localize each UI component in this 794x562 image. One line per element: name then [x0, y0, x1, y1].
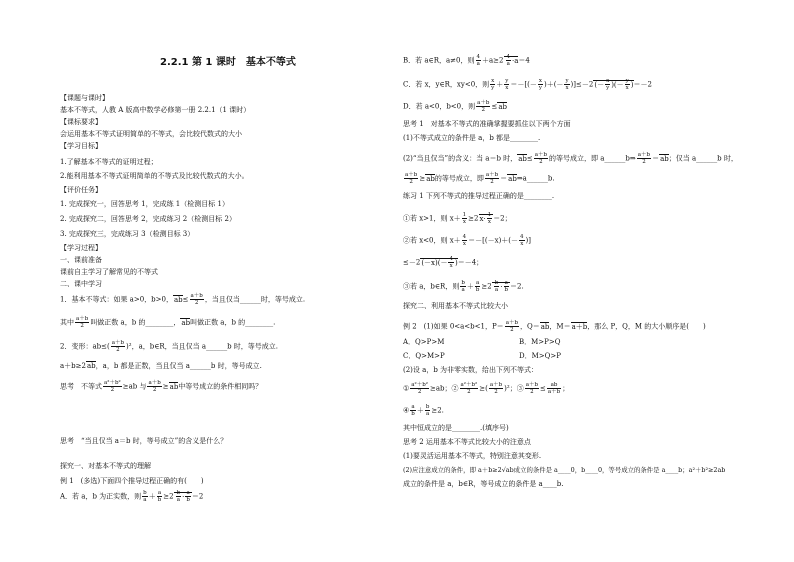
fraction-a2-plus-b2-over-2: $\frac{\text{a²＋b²}}{2}$ — [104, 380, 121, 393]
fraction-4-over-x: $\frac{4}{x}$ — [462, 234, 467, 247]
statement-text-e: ≤ — [540, 384, 546, 393]
option-c-text-d: ＝－2 — [633, 80, 652, 89]
think-text-b: ≥ab 与 — [122, 382, 147, 391]
fraction-a-plus-b-over-2: $\frac{a+b}{2}$ — [148, 380, 161, 393]
sqrt-ab: ab — [660, 154, 669, 163]
statement-1-mark: ① — [403, 384, 410, 393]
practice-1-item-2: ②若 x<0，则 x＋ $\frac{4}{x}$ ＝－[(－x)＋(－ $\frac{4}{x}$ )] — [403, 234, 532, 247]
think-1-point-2: (2)“当且仅当”的含义：当 a＝b 时，ab≤ $\frac{a+b}{2}$ 的等号成立，即 a______b⇒ $\frac{a+b}{2}$ ＝ab；仅当 a______b 时， — [403, 152, 738, 165]
task-item-1: 1. 完成探究一，回答思考 1，完成练 1（检测目标 1） — [60, 200, 229, 208]
practice-1-text-2b: ＝－ — [468, 236, 483, 245]
think-2-point-1: (1)要灵活运用基本不等式，特别注意其变形. — [403, 452, 542, 460]
example-2-statements: ① $\frac{\text{a²＋b²}}{2}$ ≥ab；② $\frac{\text{a²＋b²}}{2}$ ≥( $\frac{a+b}{2}$ )²；③ $\frac{a+b}{2}$ ≤ $\frac{ab}{a+b}$ ； — [403, 382, 570, 395]
fraction-4-over-x: $\frac{4}{x}$ — [520, 234, 524, 247]
practice-1-item-2-cont — [403, 256, 483, 269]
fraction-a-plus-b-over-2: $\frac{a+b}{2}$ — [477, 100, 490, 113]
fraction-1-over-x: $\frac{1}{x}$ — [462, 212, 467, 225]
option-b-text-a: B．若 a∈R，a≠0，则 — [403, 56, 475, 65]
requirement-text: 会运用基本不等式证明简单的不等式，会比较代数式的大小 — [60, 130, 242, 138]
think-1-text-d: ≥ — [419, 174, 426, 183]
example-2-text-b: ，Q＝ — [520, 322, 540, 331]
sqrt-expression: (－ $\frac{x}{y}$ )(－ $\frac{y}{x}$ ) — [594, 78, 634, 91]
fraction-a2-plus-b2-over-2: $\frac{\text{a²＋b²}}{2}$ — [460, 382, 478, 395]
statement-text-c: ≥ — [479, 384, 486, 393]
option-c-text-a: C．若 x，y∈R，xy<0，则 — [403, 80, 490, 89]
example-1-option-a: A．若 a，b 为正实数，则 $\frac{b}{a}$ ＋ $\frac{a}{b}$ ≥2 $\frac{b}{a}$ · $\frac{a}{b}$ ＝2 — [60, 490, 204, 503]
fraction-b-over-a: $\frac{b}{a}$ — [425, 404, 430, 417]
think-1-text-f: ⇒a______b. — [516, 174, 555, 183]
sqrt-ab: ab — [426, 174, 435, 183]
practice-1-text-2: ②若 x<0，则 x＋ — [403, 236, 461, 245]
class-header: 二、课中学习 — [60, 280, 102, 288]
fraction-4-over-a: $\frac{4}{a}$ — [506, 54, 510, 67]
item-2-line: 2．变形：ab≤( $\frac{a+b}{2}$ )²，a，b∈R，当且仅当 a______b 时，等号成立. — [60, 340, 279, 353]
sqrt-product: $\frac{b}{a}$ · $\frac{a}{b}$ — [174, 492, 192, 501]
example-2-option-b: B．M>P>Q — [519, 338, 561, 346]
item-2-text-b: ，a，b∈R，当且仅当 a______b 时，等号成立. — [131, 342, 279, 351]
think-text-c: 中等号成立的条件相同吗？ — [178, 382, 263, 391]
example-2-option-c: C．Q>M>P — [403, 352, 445, 360]
fraction-a-plus-b-over-2: $\frac{a+b}{2}$ — [489, 382, 503, 395]
item-1-line: 1．基本不等式：如果 a>0，b>0，ab≤ $\frac{a+b}{2}$ ，当且仅当______时，等号成立. — [60, 293, 306, 306]
fraction-4-over-x: $\frac{4}{x}$ — [449, 256, 453, 269]
prep-text: 课前自主学习了解常见的不等式 — [60, 268, 158, 276]
fraction-a-plus-b-over-2: $\frac{a+b}{2}$ — [505, 320, 518, 333]
fraction-a-plus-b-over-2: $\frac{a+b}{2}$ — [76, 316, 89, 329]
practice-1-text-3: ≤－2 — [403, 258, 421, 267]
example-2-text-a: 例 2 (1)如果 0<a<b<1，P＝ — [403, 322, 504, 331]
task-item-2: 2. 完成探究二，回答思考 2，完成练习 2（检测目标 2） — [60, 215, 236, 223]
think-1-point-1: (1)不等式成立的条件是 a，b 都是________. — [403, 134, 541, 142]
practice-1-header: 练习 1 下列不等式的推导过程正确的是________. — [403, 192, 555, 200]
sqrt-a-plus-b: a＋b — [571, 322, 588, 331]
example-2-option-d: D．M>Q>P — [519, 352, 561, 360]
practice-1-text-4c: ≥2 — [481, 282, 492, 291]
sqrt-ab: ab — [518, 154, 527, 163]
think-1-text-a: (2)“当且仅当”的含义：当 a＝b 时， — [403, 154, 518, 163]
think-text-a: 思考 不等式 — [60, 382, 102, 391]
think-1-text-b: 的等号成立，即 a______b⇒ — [549, 154, 636, 163]
option-a-text-3: ＝2 — [191, 492, 204, 501]
fraction-a-over-b: $\frac{a}{b}$ — [504, 280, 509, 293]
sqrt-ab: ab — [181, 318, 191, 327]
sqrt-ab: ab — [508, 174, 517, 183]
goal-item-2: 2.能利用基本不等式证明简单的不等式及比较代数式的大小。 — [60, 172, 249, 180]
fraction-ab-over-a-plus-b: $\frac{ab}{a+b}$ — [547, 382, 561, 395]
item-2-text-a: 2．变形：ab≤ — [60, 342, 107, 351]
practice-1-text-4b: ＋ — [466, 282, 474, 291]
fraction-a-plus-b-over-2: $\frac{a+b}{2}$ — [405, 172, 418, 185]
fraction-a-over-b: $\frac{a}{b}$ — [186, 490, 190, 503]
example-1: 例 1 (多选)下面四个推导过程正确的有( ) — [60, 477, 204, 485]
fraction-x-over-y: $\frac{x}{y}$ — [606, 78, 610, 91]
fraction-a-over-b: $\frac{a}{b}$ — [475, 280, 480, 293]
item-1-text-a: 1．基本不等式：如果 a>0，b>0， — [60, 295, 173, 304]
course-text: 基本不等式，人教 A 版高中数学必修第一册 2.2.1（1 课时） — [60, 106, 251, 114]
process-header: 【学习过程】 — [60, 244, 102, 252]
think-2: 思考 “当且仅当 a＝b 时，等号成立”的含义是什么？ — [60, 437, 228, 445]
example-2-part-1 — [403, 320, 706, 333]
fraction-4-over-a: $\frac{4}{a}$ — [476, 54, 480, 67]
practice-1-text-1b: ≥2 — [468, 214, 479, 223]
think-2-header: 思考 2 运用基本不等式比较大小的注意点 — [403, 438, 531, 446]
fraction-y-over-x: $\frac{y}{x}$ — [565, 78, 569, 91]
fraction-y-over-x: $\frac{y}{x}$ — [505, 78, 509, 91]
document-title: 2.2.1 第 1 课时 基本不等式 — [160, 57, 296, 68]
fraction-a-plus-b-over-2: $\frac{a+b}{2}$ — [485, 172, 499, 185]
think-1-header: 思考 1 对基本不等式的准确掌握要抓住以下两个方面 — [403, 120, 571, 128]
explore-1-header: 探究一、对基本不等式的理解 — [60, 462, 151, 470]
sqrt-expression: $\frac{4}{a}$ ·a — [504, 56, 519, 65]
practice-1-item-1 — [403, 212, 512, 225]
think-1-text-e: 的等号成立，即 — [434, 174, 484, 183]
item-1-names-line — [60, 316, 275, 329]
option-d-text-b: ≤ — [491, 102, 498, 111]
option-b-text-c: ＝4 — [518, 56, 530, 65]
example-2-text-c: ，M＝ — [549, 322, 571, 331]
task-header: 【评价任务】 — [60, 186, 102, 194]
fraction-b-over-a: $\frac{b}{a}$ — [494, 280, 499, 293]
think-2-point-3: 成立的条件是 a，b∈R，等号成立的条件是 a____b. — [403, 480, 564, 488]
option-a-text-2: ≥2 — [163, 492, 174, 501]
sqrt-ab: ab — [540, 322, 550, 331]
prep-header: 一、课前准备 — [60, 256, 102, 264]
example-2-part-2: (2)设 a，b 为非零实数，给出下列不等式： — [403, 366, 539, 374]
think-1-text-c: ；仅当 a______b 时， — [668, 154, 738, 163]
practice-1-text-3b: ＝－4； — [457, 258, 484, 267]
option-c-text-c: ≤－2 — [576, 80, 594, 89]
option-d — [403, 100, 507, 113]
option-b-text-b: ＋a≥2 — [482, 56, 504, 65]
item-1-text-e: 叫做正数 a，b 的________. — [190, 318, 276, 327]
sqrt-expression: $\frac{b}{a}$ · $\frac{a}{b}$ — [492, 282, 510, 291]
requirement-header: 【课标要求】 — [60, 118, 102, 126]
sqrt-expression: (－x)(－ $\frac{4}{x}$ ) — [421, 256, 458, 269]
example-2-statement-4 — [403, 404, 444, 417]
statement-4-mark: ④ — [403, 406, 410, 415]
fraction-y-over-x: $\frac{y}{x}$ — [625, 78, 629, 91]
fraction-b-over-a: $\frac{b}{a}$ — [176, 490, 181, 503]
task-item-3: 3. 完成探究三，完成练习 3（检测目标 3） — [60, 230, 195, 238]
fraction-1-over-x: $\frac{1}{x}$ — [487, 212, 492, 225]
fraction-a-plus-b-over-2: $\frac{a+b}{2}$ — [190, 293, 203, 306]
item-2b-line — [60, 362, 262, 371]
goal-header: 【学习目标】 — [60, 142, 102, 150]
fraction-a-plus-b-over-2: $\frac{a+b}{2}$ — [111, 340, 125, 353]
example-2-answer-prompt: 其中恒成立的是________.(填序号) — [403, 424, 509, 432]
fraction-a-plus-b-over-2: $\frac{a+b}{2}$ — [637, 152, 651, 165]
fraction-a-plus-b-over-2: $\frac{a+b}{2}$ — [534, 152, 548, 165]
statement-4-text-b: ＋ — [416, 406, 424, 415]
explore-2-header: 探究二、利用基本不等式比较大小 — [403, 302, 508, 310]
item-2-text-d: ，a，b 都是正数，当且仅当 a______b 时，等号成立. — [95, 362, 262, 370]
practice-1-item-3 — [403, 280, 524, 293]
item-1-text-c: 其中 — [60, 318, 74, 327]
practice-1-text-1: ①若 x>1，则 x＋ — [403, 214, 461, 223]
sqrt-ab: ab — [169, 382, 179, 391]
fraction-b-over-a: $\frac{b}{a}$ — [143, 490, 147, 503]
fraction-b-over-a: $\frac{b}{a}$ — [461, 280, 465, 293]
fraction-a-over-b: $\frac{a}{b}$ — [411, 404, 415, 417]
think-1-point-2-cont: $\frac{a+b}{2}$ ≥ab的等号成立，即 $\frac{a+b}{2}$ ＝ab⇒a______b. — [405, 172, 555, 185]
fraction-x-over-y: $\frac{x}{y}$ — [491, 78, 495, 91]
think-2-point-2: (2)应注意成立的条件，即 a＋b≥2√ab成立的条件是 a____0，b____0，等号成立的条件是 a____b；a²＋b²≥2ab — [403, 466, 726, 474]
sqrt-ab: ab — [498, 102, 507, 111]
fraction-a-over-b: $\frac{a}{b}$ — [157, 490, 162, 503]
statement-4-text-c: ≥2. — [431, 406, 444, 415]
option-b — [403, 54, 530, 67]
item-2-text-c: a＋b≥2 — [60, 362, 86, 370]
practice-1-text-4d: ＝2. — [510, 282, 524, 291]
think-line: 思考 不等式 $\frac{\text{a²＋b²}}{2}$ ≥ab 与 $\frac{a+b}{2}$ ≥ab中等号成立的条件相同吗？ — [60, 380, 263, 393]
option-c-text-b: ＝－ — [510, 80, 525, 89]
option-d-text-a: D．若 a<0，b<0，则 — [403, 102, 476, 111]
statement-text-b: ≥ab；② — [430, 384, 459, 393]
item-1-text-b: ，当且仅当______时，等号成立. — [204, 295, 306, 304]
statement-text-d: ；③ — [509, 384, 524, 393]
option-a-text: A．若 a，b 为正实数，则 — [60, 492, 142, 501]
practice-1-text-4: ③若 a，b∈R，则 — [403, 282, 460, 291]
sqrt-expression: x· $\frac{1}{x}$ — [479, 212, 492, 225]
example-2-option-a: A．Q>P>M — [403, 338, 445, 346]
sqrt-ab: ab — [173, 295, 183, 304]
fraction-a2-plus-b2-over-2: $\frac{\text{a²＋b²}}{2}$ — [411, 382, 428, 395]
course-header: 【课题与课时】 — [60, 94, 109, 102]
goal-item-1: 1.了解基本不等式的证明过程； — [60, 158, 158, 166]
sqrt-ab: ab — [86, 362, 96, 370]
practice-1-text-1c: ＝2； — [493, 214, 512, 223]
fraction-x-over-y: $\frac{x}{y}$ — [538, 78, 542, 91]
option-c: C．若 x，y∈R，xy<0，则 $\frac{x}{y}$ ＋ $\frac{y}{x}$ ＝－[(－ $\frac{x}{y}$ )＋(－ $\frac{y}{x}$ )]≤－2(－ $\frac{x}{y}$ )(－ $\frac{y}{x}$ )＝－2 — [403, 78, 652, 91]
item-1-text-d: 叫做正数 a，b 的________， — [90, 318, 181, 327]
fraction-a-plus-b-over-2: $\frac{a+b}{2}$ — [525, 382, 539, 395]
example-2-text-d: ，那么 P，Q，M 的大小顺序是( ) — [587, 322, 706, 331]
